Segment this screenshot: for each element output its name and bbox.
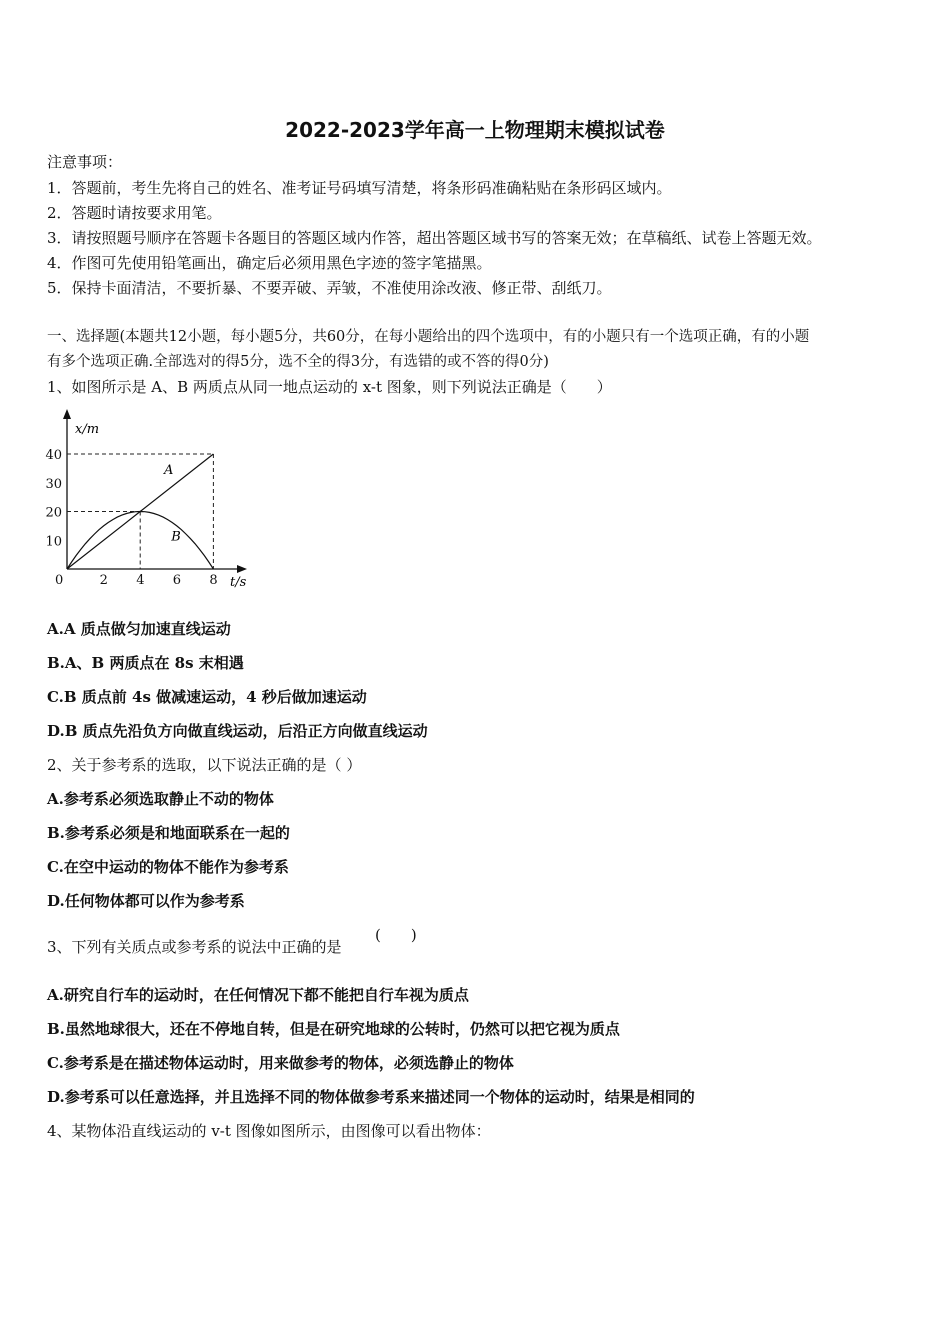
y-tick-label: 40 [45,448,62,463]
q3-option-d: D.参考系可以任意选择，并且选择不同的物体做参考系来描述同一个物体的运动时，结果是相同的 [47,1088,695,1106]
q3-option-a: A.研究自行车的运动时，在任何情况下都不能把自行车视为质点 [47,986,469,1004]
y-axis-arrow [63,409,71,419]
x-tick-label: 2 [99,573,108,588]
notice-item-5: 5．保持卡面清洁，不要折暴、不要弄破、弄皱，不准使用涂改液、修正带、刮纸刀。 [47,279,612,297]
notice-item-2: 2．答题时请按要求用笔。 [47,204,222,222]
x-tick-label: 0 [55,573,64,588]
xt-graph [40,408,255,588]
q1-option-d: D.B 质点先沿负方向做直线运动，后沿正方向做直线运动 [47,722,428,740]
question-3-paren: ( ) [375,926,417,944]
series-label-b: B [171,529,181,545]
page-title: 2022-2023学年高一上物理期末模拟试卷 [285,118,665,142]
question-3-stem: 3、下列有关质点或参考系的说法中正确的是 [47,938,342,956]
q1-option-b: B.A、B 两质点在 8s 末相遇 [47,654,244,672]
y-tick-label: 30 [45,476,62,492]
x-tick-label: 6 [172,573,182,588]
x-tick-label: 8 [209,573,218,588]
q2-option-b: B.参考系必须是和地面联系在一起的 [47,824,290,842]
y-tick-label: 10 [45,534,62,550]
q2-option-a: A.参考系必须选取静止不动的物体 [47,790,274,808]
notice-item-3: 3．请按照题号顺序在答题卡各题目的答题区域内作答，超出答题区域书写的答案无效；在草稿纸、试卷上答题无效。 [47,229,822,247]
section-header-line-1: 一、选择题(本题共12小题，每小题5分，共60分，在每小题给出的四个选项中，有的小题只有一个选项正确，有的小题 [47,329,810,345]
notice-heading: 注意事项： [47,153,123,171]
q3-option-c: C.参考系是在描述物体运动时，用来做参考的物体，必须选静止的物体 [47,1054,514,1072]
y-axis-label: x/m [75,422,100,437]
q3-option-b: B.虽然地球很大，还在不停地自转，但是在研究地球的公转时，仍然可以把它视为质点 [47,1020,620,1038]
question-2-stem: 2、关于参考系的选取，以下说法正确的是（ ） [47,756,362,774]
x-axis-label: t/s [230,575,247,588]
question-4-stem: 4、某物体沿直线运动的 v-t 图像如图所示，由图像可以看出物体： [47,1122,491,1140]
section-header-line-2: 有多个选项正确.全部选对的得5分，选不全的得3分，有选错的或不答的得0分) [47,354,549,370]
notice-item-4: 4．作图可先使用铅笔画出，确定后必须用黑色字迹的签字笔描黑。 [47,254,492,272]
x-axis-arrow [237,565,247,573]
question-1-stem: 1、如图所示是 A、B 两质点从同一地点运动的 x-t 图象，则下列说法正确是（ ） [47,378,612,396]
q1-option-a: A.A 质点做匀加速直线运动 [47,620,231,638]
x-tick-label: 4 [136,573,145,588]
y-tick-label: 20 [45,505,62,521]
q1-option-c: C.B 质点前 4s 做减速运动，4 秒后做加速运动 [47,688,367,706]
notice-item-1: 1．答题前，考生先将自己的姓名、准考证号码填写清楚，将条形码准确粘贴在条形码区域内。 [47,179,672,197]
series-label-a: A [163,463,174,479]
q2-option-d: D.任何物体都可以作为参考系 [47,892,245,910]
q2-option-c: C.在空中运动的物体不能作为参考系 [47,858,289,876]
